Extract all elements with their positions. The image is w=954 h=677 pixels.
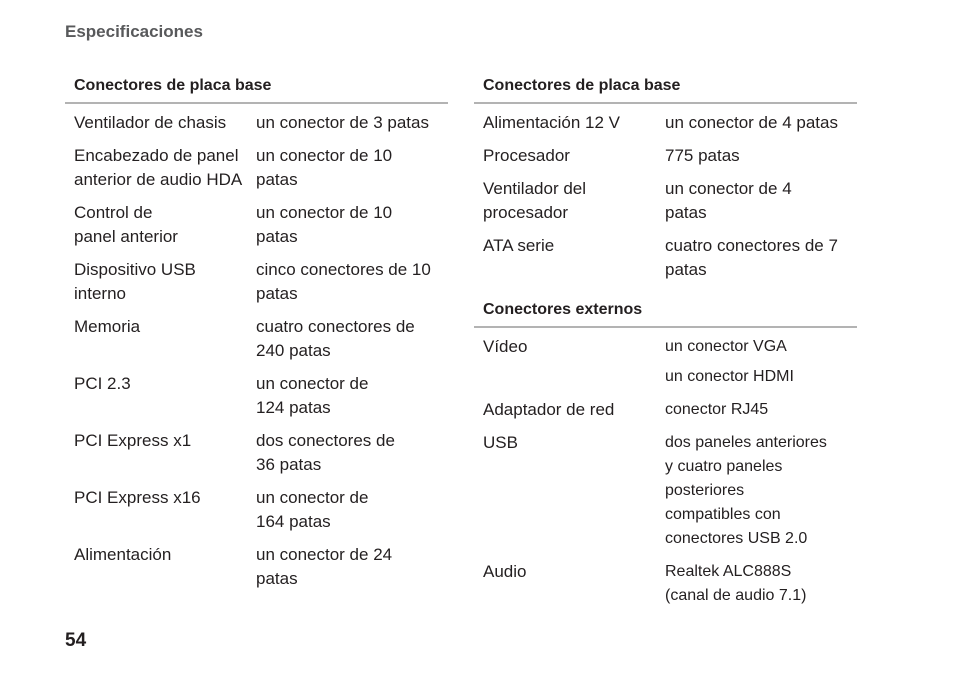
spec-value: cinco conectores de 10 patas	[256, 260, 431, 303]
spec-value: un conector de 124 patas	[256, 374, 369, 417]
spec-label: Memoria	[74, 317, 141, 336]
spec-row-pcie-x1	[65, 429, 448, 477]
spec-label: Alimentación 12 V	[483, 113, 621, 132]
spec-label: Audio	[483, 562, 527, 581]
spec-label: PCI Express x1	[74, 431, 192, 450]
spec-row-chassis-fan	[65, 111, 448, 135]
motherboard-connectors-table-right	[474, 76, 857, 617]
spec-label: USB	[483, 433, 518, 452]
spec-row-power	[65, 543, 448, 591]
spec-label: Alimentación	[74, 545, 172, 564]
spec-value: un conector de 24 patas	[256, 545, 393, 588]
spec-row-internal-usb	[65, 258, 448, 306]
spec-row-hda-audio	[65, 144, 448, 192]
table-heading: Conectores de placa base	[65, 76, 448, 104]
spec-label: Procesador	[483, 146, 570, 165]
spec-row-12v-power	[474, 111, 857, 135]
spec-value: Realtek ALC888S (canal de audio 7.1)	[665, 563, 807, 604]
spec-label: PCI 2.3	[74, 374, 131, 393]
spec-label: Dispositivo USB interno	[74, 260, 196, 303]
spec-row-processor	[474, 144, 857, 168]
page-number: 54	[65, 630, 87, 651]
spec-value: dos conectores de 36 patas	[256, 431, 395, 474]
spec-value: un conector de 3 patas	[256, 113, 429, 132]
spec-value: un conector de 10 patas	[256, 203, 393, 246]
spec-value: un conector de 4 patas	[665, 113, 838, 132]
spec-value: un conector de 10 patas	[256, 146, 393, 189]
spec-value: cuatro conectores de 7 patas	[665, 236, 838, 279]
spec-label: Encabezado de panel anterior de audio HDA	[74, 146, 243, 189]
spec-row-audio	[474, 560, 857, 608]
spec-label: Control de panel anterior	[74, 203, 178, 246]
spec-label: Ventilador de chasis	[74, 113, 227, 132]
table-heading: Conectores de placa base	[474, 76, 857, 104]
spec-value: conector RJ45	[665, 401, 769, 418]
spec-row-front-panel-control	[65, 201, 448, 249]
spec-row-memory	[65, 315, 448, 363]
motherboard-connectors-table-left	[65, 76, 448, 600]
spec-label: PCI Express x16	[74, 488, 201, 507]
spec-value: cuatro conectores de 240 patas	[256, 317, 415, 360]
spec-value-secondary: un conector HDMI	[665, 368, 794, 385]
spec-value: un conector de 164 patas	[256, 488, 369, 531]
spec-row-video	[474, 335, 857, 389]
spec-value: un conector de 4 patas	[665, 179, 792, 222]
spec-label: Ventilador del procesador	[483, 179, 587, 222]
section-title: Especificaciones	[65, 22, 203, 41]
spec-row-serial-ata	[474, 234, 857, 282]
spec-row-processor-fan	[474, 177, 857, 225]
spec-row-pcie-x16	[65, 486, 448, 534]
spec-row-usb	[474, 431, 857, 551]
spec-label: Adaptador de red	[483, 400, 615, 419]
spec-value: un conector VGA	[665, 338, 787, 355]
table-heading-external: Conectores externos	[474, 300, 857, 328]
spec-row-network-adapter	[474, 398, 857, 422]
spec-value-group	[665, 335, 857, 389]
spec-row-pci	[65, 372, 448, 420]
spec-label: Vídeo	[483, 337, 528, 356]
spec-label: ATA serie	[483, 236, 555, 255]
spec-value: dos paneles anteriores y cuatro paneles posteriores compatibles con conectores USB 2.0	[665, 434, 827, 547]
spec-value: 775 patas	[665, 146, 740, 165]
